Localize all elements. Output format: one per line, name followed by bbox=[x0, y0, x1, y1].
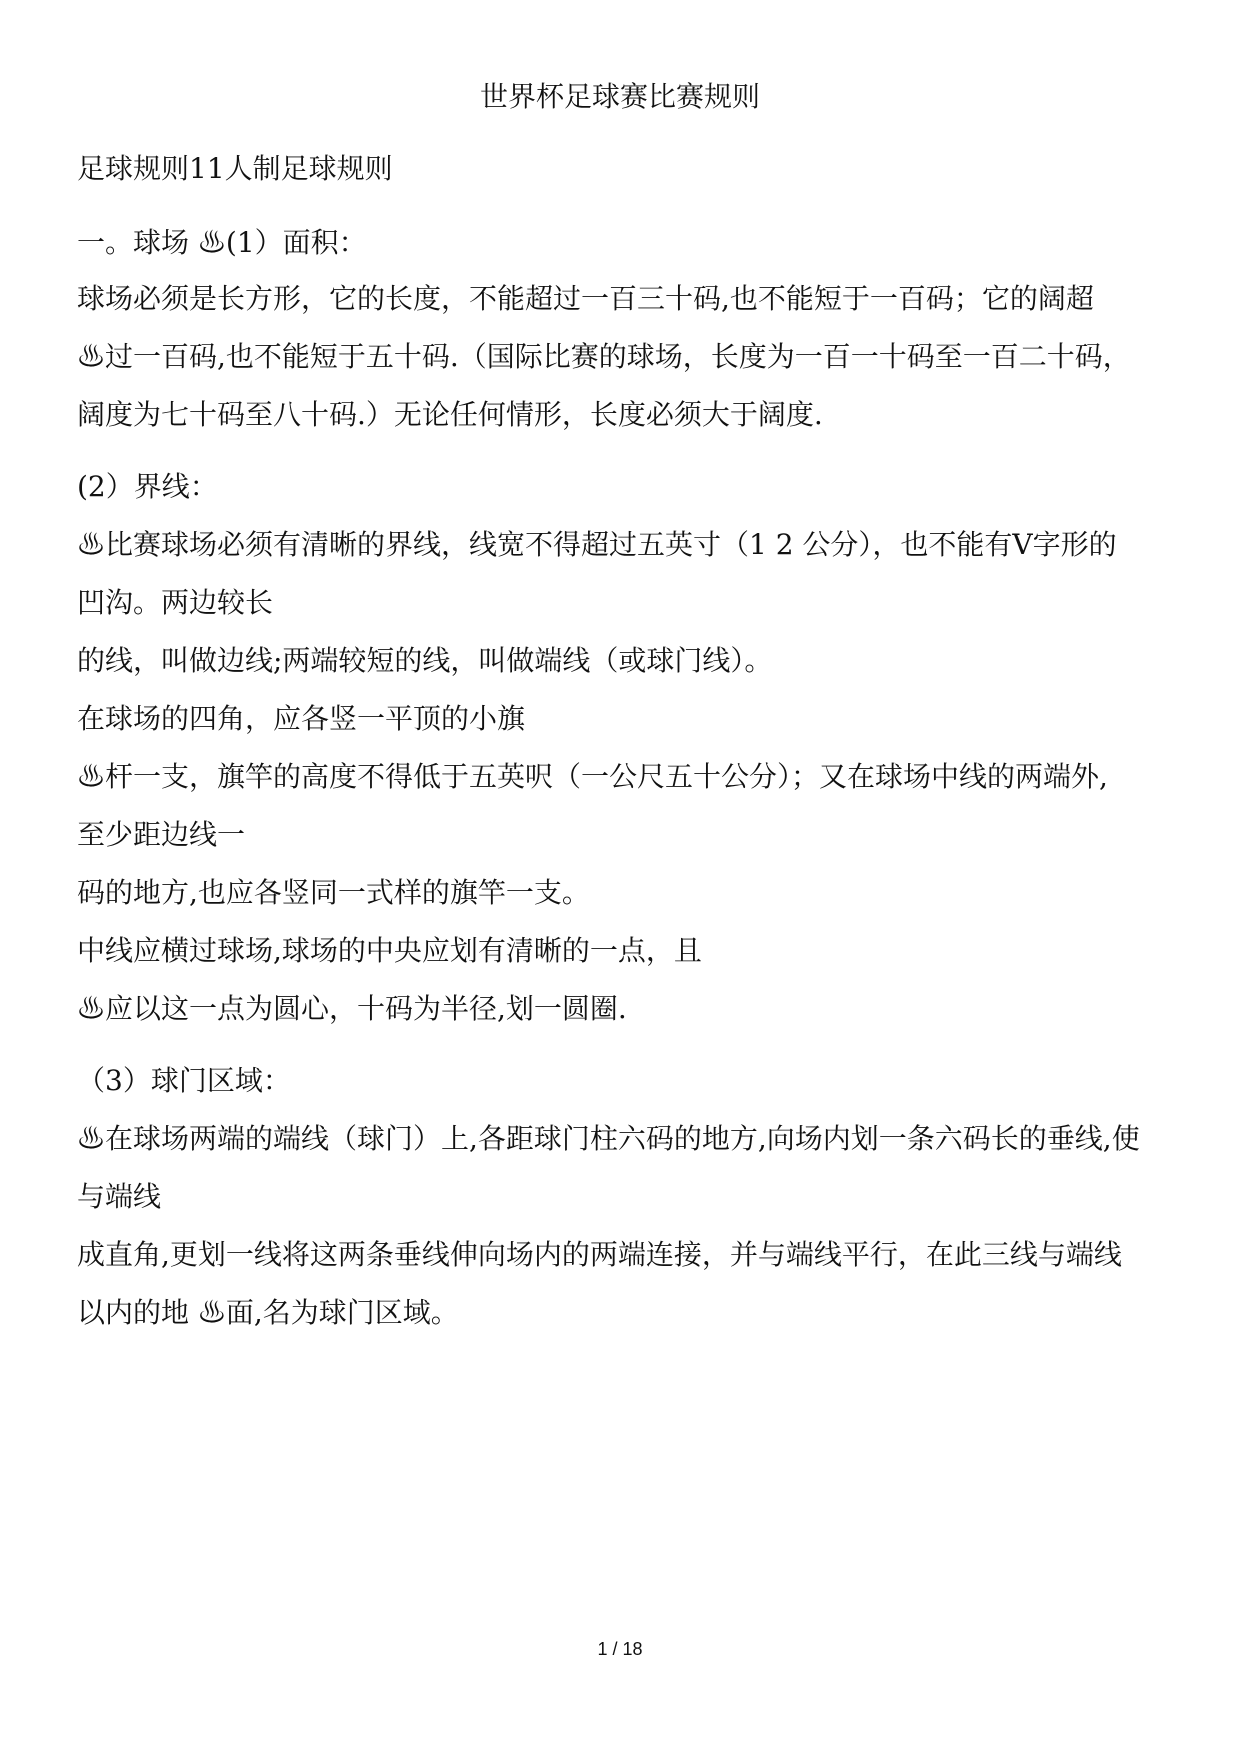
paragraph-line: 成直角,更划一线将这两条垂线伸向场内的两端连接，并与端线平行，在此三线与端线 bbox=[77, 1238, 1122, 1271]
paragraph-line: 的线，叫做边线;两端较短的线，叫做端线（或球门线）。 bbox=[77, 644, 773, 677]
section-heading-boundary-lines: (2）界线： bbox=[77, 470, 218, 503]
paragraph-line: 在球场的四角，应各竖一平顶的小旗 bbox=[77, 702, 526, 735]
document-title: 世界杯足球赛比赛规则 bbox=[479, 80, 760, 113]
paragraph-line: 中线应横过球场,球场的中央应划有清晰的一点，且 bbox=[77, 934, 702, 967]
paragraph-line: 阔度为七十码至八十码.）无论任何情形，长度必须大于阔度. bbox=[77, 398, 823, 431]
paragraph-line: 码的地方,也应各竖同一式样的旗竿一支。 bbox=[77, 876, 590, 909]
section-heading-goal-area: （3）球门区域： bbox=[77, 1064, 291, 1097]
paragraph-line: 至少距边线一 bbox=[77, 818, 246, 851]
paragraph-line: 凹沟。两边较长 bbox=[77, 586, 274, 619]
paragraph-line: 球场必须是长方形，它的长度，不能超过一百三十码,也不能短于一百码；它的阔超 bbox=[77, 282, 1094, 315]
page-number: 1 / 18 bbox=[597, 1639, 643, 1659]
paragraph-line: ♨应以这一点为圆心，十码为半径,划一圆圈. bbox=[77, 992, 627, 1025]
document-subtitle: 足球规则11人制足球规则 bbox=[77, 152, 393, 185]
paragraph-line: 以内的地 ♨面,名为球门区域。 bbox=[77, 1296, 459, 1329]
paragraph-line: ♨比赛球场必须有清晰的界线，线宽不得超过五英寸（1 2 公分），也不能有V字形的 bbox=[77, 528, 1117, 561]
paragraph-line: ♨杆一支，旗竿的高度不得低于五英呎（一公尺五十公分）；又在球场中线的两端外, bbox=[77, 760, 1108, 793]
section-heading-field-area: 一。球场 ♨(1）面积： bbox=[77, 226, 367, 259]
paragraph-line: 与端线 bbox=[77, 1180, 162, 1213]
paragraph-line: ♨过一百码,也不能短于五十码.（国际比赛的球场，长度为一百一十码至一百二十码， bbox=[77, 340, 1131, 373]
paragraph-line: ♨在球场两端的端线（球门）上,各距球门柱六码的地方,向场内划一条六码长的垂线,使 bbox=[77, 1122, 1140, 1155]
